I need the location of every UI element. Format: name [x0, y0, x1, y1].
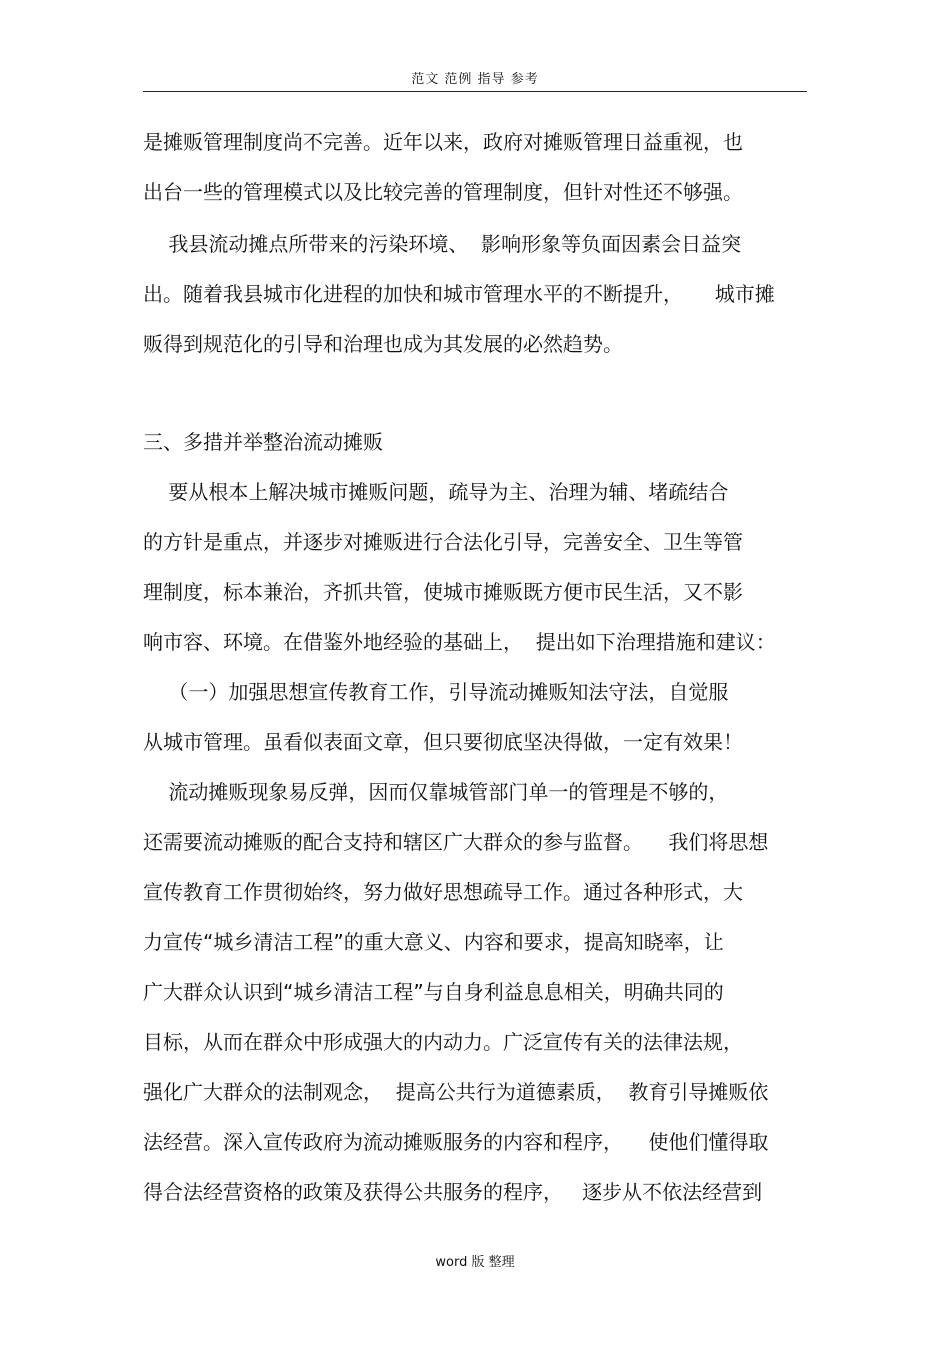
- paragraph-line: 出。随着我县城市化进程的加快和城市管理水平的不断提升， 城市摊: [143, 282, 775, 306]
- paragraph-line: 贩得到规范化的引导和治理也成为其发展的必然趋势。: [143, 332, 623, 356]
- paragraph-line: 还需要流动摊贩的配合支持和辖区广大群众的参与监督。 我们将思想: [143, 830, 769, 854]
- page-footer: word 版 整理: [435, 1255, 515, 1270]
- paragraph-line: 的方针是重点，并逐步对摊贩进行合法化引导，完善安全、卫生等管: [143, 530, 743, 554]
- paragraph-line: 从城市管理。虽看似表面文章，但只要彻底坚决得做，一定有效果！: [143, 730, 743, 754]
- paragraph-line: 宣传教育工作贯彻始终，努力做好思想疏导工作。通过各种形式，大: [143, 880, 743, 904]
- subsection-line: （一）加强思想宣传教育工作，引导流动摊贩知法守法，自觉服: [143, 680, 729, 704]
- paragraph-line: 要从根本上解决城市摊贩问题，疏导为主、治理为辅、堵疏结合: [143, 480, 729, 504]
- paragraph-line: 是摊贩管理制度尚不完善。近年以来，政府对摊贩管理日益重视，也: [143, 130, 743, 154]
- header-rule: [143, 91, 807, 92]
- paragraph-line: 出台一些的管理模式以及比较完善的管理制度，但针对性还不够强。: [143, 180, 743, 204]
- paragraph-line: 强化广大群众的法制观念， 提高公共行为道德素质， 教育引导摊贩依: [143, 1080, 769, 1104]
- paragraph-line: 流动摊贩现象易反弹，因而仅靠城管部门单一的管理是不够的，: [143, 780, 729, 804]
- paragraph-line: 我县流动摊点所带来的污染环境、 影响形象等负面因素会日益突: [143, 232, 742, 256]
- paragraph-line: 得合法经营资格的政策及获得公共服务的程序， 逐步从不依法经营到: [143, 1180, 763, 1204]
- page-header: 范文 范例 指导 参考: [411, 72, 539, 87]
- section-heading: 三、多措并举整治流动摊贩: [143, 430, 383, 454]
- paragraph-line: 目标，从而在群众中形成强大的内动力。广泛宣传有关的法律法规，: [143, 1030, 743, 1054]
- paragraph-line: 响市容、环境。在借鉴外地经验的基础上， 提出如下治理措施和建议：: [143, 630, 776, 654]
- paragraph-line: 法经营。深入宣传政府为流动摊贩服务的内容和程序， 使他们懂得取: [143, 1130, 769, 1154]
- paragraph-line: 广大群众认识到“城乡清洁工程”与自身利益息息相关，明确共同的: [143, 980, 724, 1004]
- paragraph-line: 理制度，标本兼治，齐抓共管，使城市摊贩既方便市民生活，又不影: [143, 580, 743, 604]
- paragraph-line: 力宣传“城乡清洁工程”的重大意义、内容和要求，提高知晓率，让: [143, 930, 724, 954]
